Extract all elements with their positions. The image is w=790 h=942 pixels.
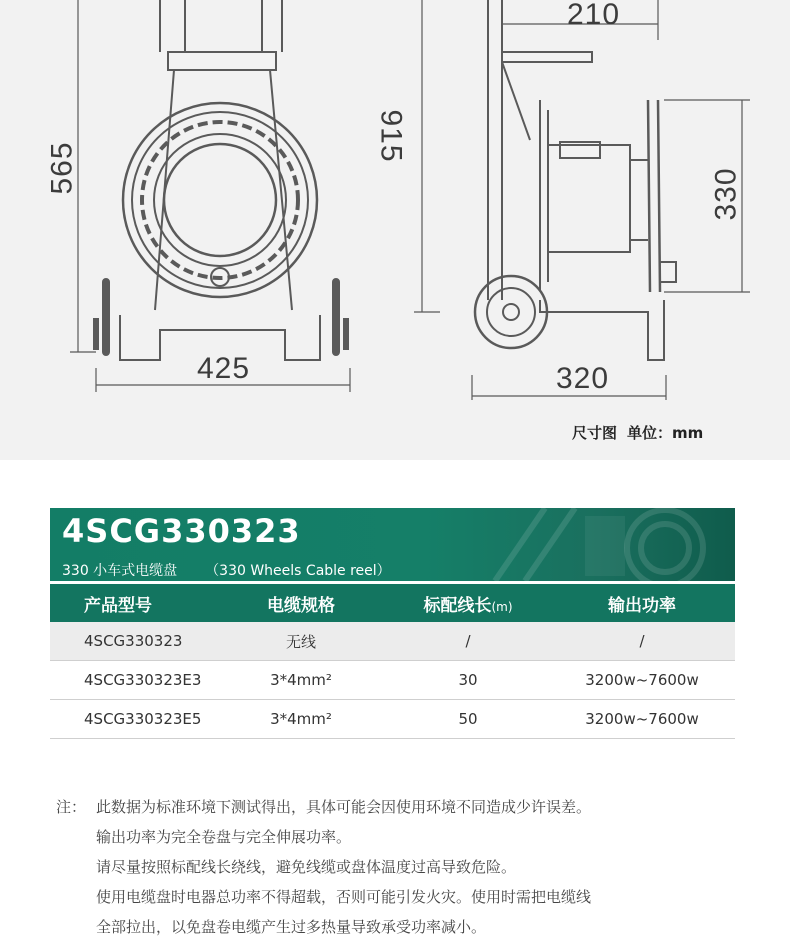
header-model: 产品型号 (50, 584, 215, 622)
unit-caption (572, 422, 703, 443)
dimension-drawing (0, 0, 790, 460)
side-height-dim: 915 (374, 109, 408, 163)
cell-cable-spec: 无线 (215, 622, 387, 661)
cell-model: 4SCG330323E5 (50, 700, 215, 739)
cell-power: 3200w~7600w (549, 661, 735, 700)
header-length-label: 标配线长 (423, 595, 492, 616)
cell-model: 4SCG330323 (50, 622, 215, 661)
cell-power: / (549, 622, 735, 661)
header-length (387, 584, 549, 622)
note-line: 使用电缆盘时电器总功率不得超载，否则可能引发火灾。使用时需把电缆线 (96, 888, 592, 906)
table-row (50, 661, 735, 700)
front-width-dim: 425 (197, 352, 251, 385)
notes-section (56, 792, 591, 942)
table-header-row (50, 584, 735, 622)
cell-cable-spec: 3*4mm² (215, 661, 387, 700)
cell-model: 4SCG330323E3 (50, 661, 215, 700)
table-row (50, 700, 735, 739)
note-line: 输出功率为完全卷盘与完全伸展功率。 (96, 828, 352, 846)
reel-line-drawing (0, 0, 790, 460)
spec-table (50, 584, 735, 739)
note-line (56, 792, 591, 822)
caption-unit: 单位：mm (627, 424, 704, 442)
table-row (50, 622, 735, 661)
header-cable-spec: 电缆规格 (215, 584, 387, 622)
product-code: 4SCG330323 (62, 512, 301, 550)
subtitle-en: （330 Wheels Cable reel） (205, 563, 391, 579)
cell-length: / (387, 622, 549, 661)
note-line: 请尽量按照标配线长绕线，避免线缆或盘体温度过高导致危险。 (96, 858, 517, 876)
product-banner (50, 508, 735, 581)
side-top-dim: 210 (567, 0, 621, 31)
side-width-dim: 320 (556, 362, 610, 395)
product-subtitle (62, 560, 391, 580)
cell-power: 3200w~7600w (549, 700, 735, 739)
cell-cable-spec: 3*4mm² (215, 700, 387, 739)
header-length-unit: (m) (491, 599, 513, 614)
note-line: 全部拉出，以免盘卷电缆产生过多热量导致承受功率减小。 (96, 918, 487, 936)
cell-length: 50 (387, 700, 549, 739)
subtitle-cn: 330 小车式电缆盘 (62, 563, 178, 579)
note-text: 此数据为标准环境下测试得出，具体可能会因使用环境不同造成少许误差。 (96, 798, 592, 816)
banner-decoration (435, 508, 735, 581)
header-power: 输出功率 (549, 584, 735, 622)
cell-length: 30 (387, 661, 549, 700)
reel-diameter-dim: 330 (709, 167, 743, 221)
caption-title: 尺寸图 (572, 424, 618, 442)
front-height-dim: 565 (45, 141, 79, 195)
notes-label: 注： (56, 798, 87, 816)
